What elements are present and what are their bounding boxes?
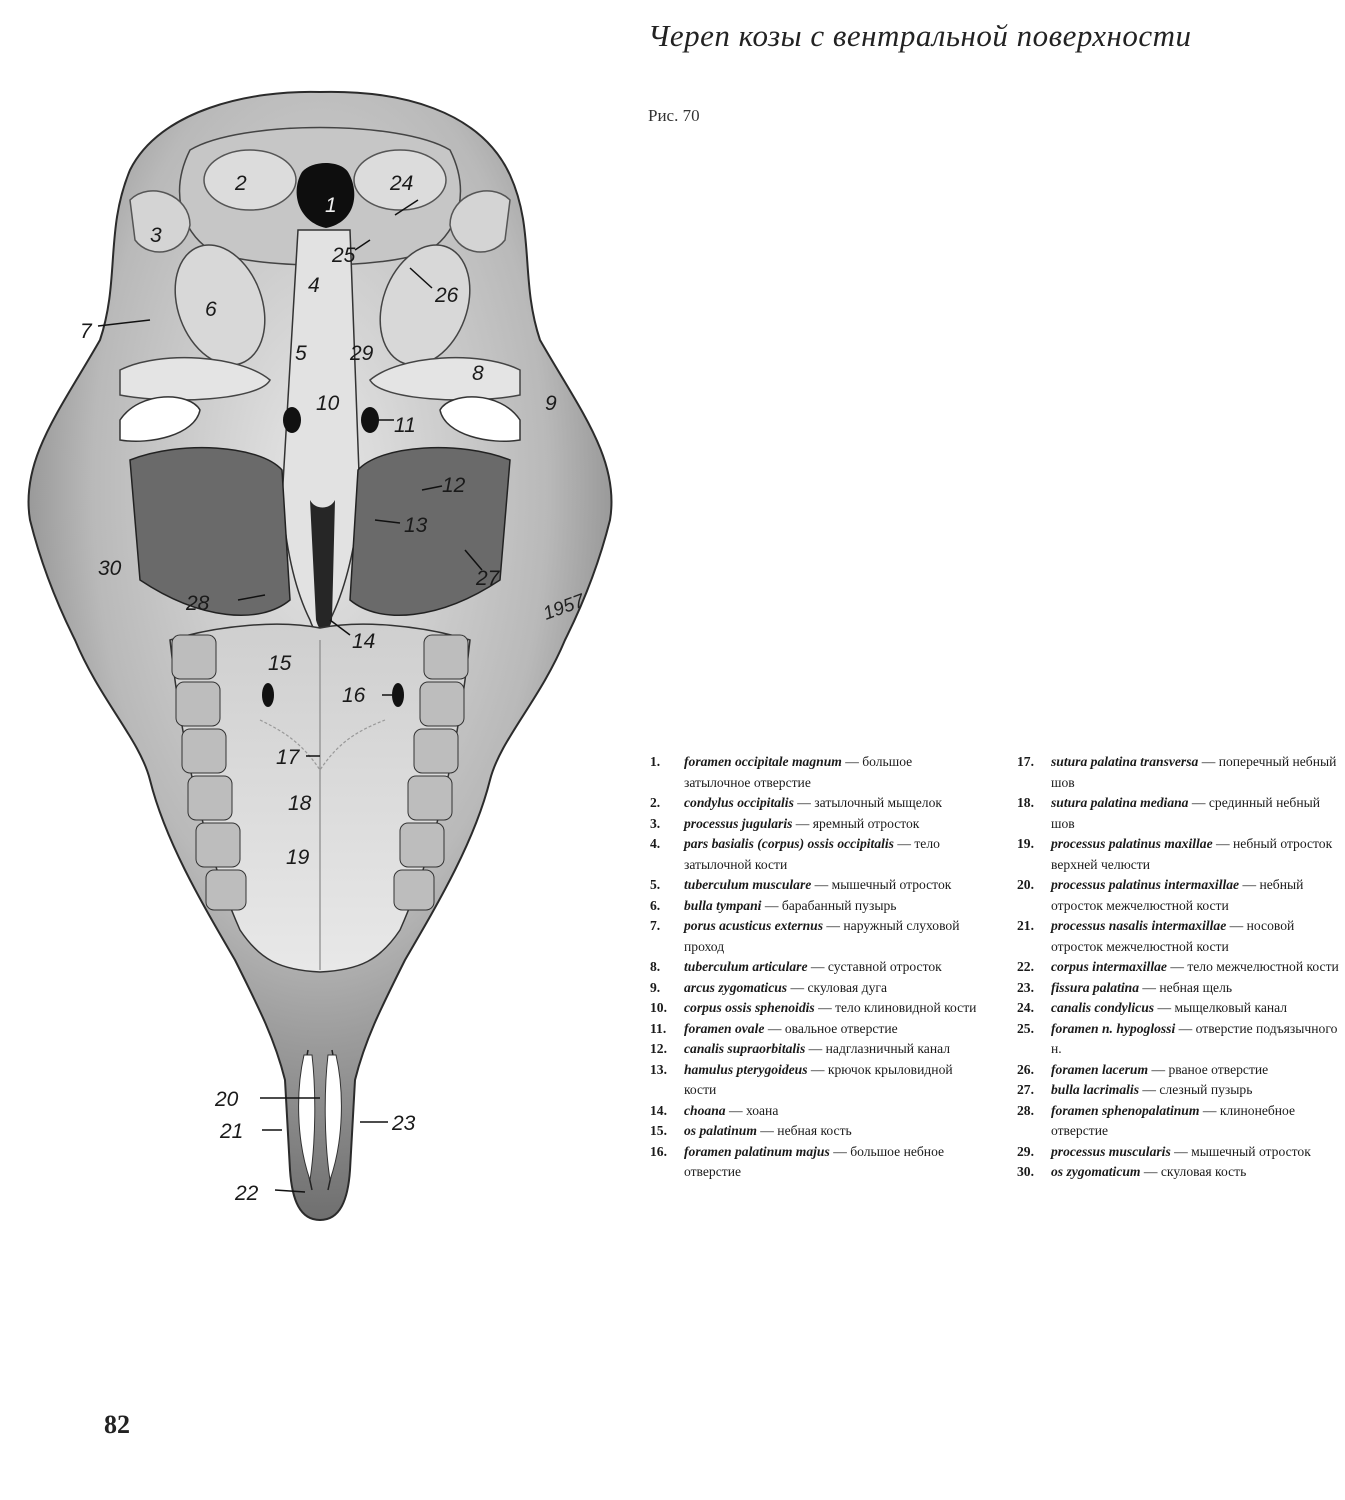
legend-item (650, 1060, 980, 1101)
legend-text (684, 834, 980, 875)
callout-20: 20 (215, 1088, 239, 1111)
callout-10: 10 (316, 392, 340, 415)
legend-dash: — (792, 815, 813, 831)
right-molar-4 (408, 776, 452, 820)
legend-russian-term: суставной отросток (827, 959, 942, 974)
legend-dash: — (814, 1000, 836, 1015)
legend-text (684, 752, 980, 793)
callout-27: 27 (476, 567, 500, 590)
legend-number: 28. (1017, 1102, 1034, 1118)
legend-number: 1. (650, 754, 661, 769)
legend-dash: — (807, 959, 828, 974)
legend-latin-term: foramen n. hypoglossi (1051, 1020, 1176, 1036)
legend-number: 3. (650, 815, 661, 831)
left-molar-2 (176, 682, 220, 726)
legend-text (684, 998, 980, 1019)
legend-russian-term: поперечный небный шов (1051, 754, 1337, 790)
callout-8: 8 (472, 362, 484, 385)
legend-number: 16. (650, 1143, 667, 1159)
legend-latin-term: bulla lacrimalis (1051, 1082, 1139, 1097)
legend-dash: — (764, 1020, 785, 1036)
legend-russian-term: небный отросток межчелюстной кости (1051, 877, 1304, 913)
legend-number: 24. (1017, 1000, 1034, 1015)
legend-item (1017, 875, 1345, 916)
legend-item (650, 834, 980, 875)
legend-item (1017, 957, 1345, 978)
callout-18: 18 (288, 792, 312, 815)
legend-text (1051, 1080, 1345, 1101)
legend-latin-term: porus acusticus externus (684, 918, 823, 933)
legend-latin-term: pars basialis (corpus) ossis occipitalis (684, 836, 894, 851)
legend-latin-term: foramen palatinum majus (684, 1143, 830, 1159)
callout-11: 11 (394, 414, 416, 437)
legend-russian-term: срединный небный шов (1051, 795, 1321, 831)
legend-dash: — (1148, 1061, 1169, 1077)
legend-text (684, 1039, 980, 1060)
legend-russian-term: большое затылочное отверстие (684, 754, 913, 790)
figure-number: Рис. 70 (648, 106, 700, 125)
legend-latin-term: foramen occipitale magnum (684, 754, 842, 769)
left-molar-5 (196, 823, 240, 867)
legend-text (684, 793, 980, 814)
legend-text (684, 1121, 980, 1142)
legend-item (650, 916, 980, 957)
legend-latin-term: sutura palatina mediana (1051, 795, 1189, 810)
legend-russian-term: овальное отверстие (784, 1020, 898, 1036)
callout-23: 23 (392, 1112, 416, 1135)
legend-dash: — (725, 1102, 746, 1118)
callout-2: 2 (235, 172, 247, 195)
legend-dash: — (811, 877, 832, 892)
left-molar-1 (172, 635, 216, 679)
legend-dash: — (1239, 877, 1260, 892)
legend-latin-term: canalis condylicus (1051, 1000, 1155, 1015)
legend-latin-term: processus muscularis (1051, 1143, 1171, 1159)
legend-russian-term: клинонебное отверстие (1051, 1102, 1296, 1138)
legend-item (1017, 834, 1345, 875)
legend-number: 21. (1017, 918, 1034, 933)
legend-latin-term: processus palatinus intermaxillae (1051, 877, 1240, 892)
legend-text (684, 1142, 980, 1183)
legend-text (1051, 998, 1345, 1019)
legend-number: 30. (1017, 1164, 1034, 1179)
legend-number: 5. (650, 877, 661, 892)
legend-number: 25. (1017, 1020, 1034, 1036)
legend-text (684, 1101, 980, 1122)
legend-latin-term: processus palatinus maxillae (1051, 836, 1213, 851)
legend-number: 10. (650, 1000, 667, 1015)
legend-number: 4. (650, 836, 661, 851)
legend-number: 23. (1017, 979, 1034, 995)
left-foramen-ovale (283, 407, 301, 433)
legend-item (650, 875, 980, 896)
legend-number: 14. (650, 1102, 667, 1118)
callout-24: 24 (390, 172, 414, 195)
legend-russian-term: отверстие подъязычного н. (1051, 1020, 1338, 1056)
legend-russian-term: скуловая кость (1160, 1164, 1247, 1179)
legend-dash: — (787, 979, 808, 995)
legend-number: 19. (1017, 836, 1034, 851)
legend-text (1051, 1060, 1345, 1081)
callout-30: 30 (98, 557, 122, 580)
callout-14: 14 (352, 630, 376, 653)
legend-russian-term: яремный отросток (812, 815, 920, 831)
legend-number: 9. (650, 979, 661, 995)
legend-item (650, 1101, 980, 1122)
right-molar-5 (400, 823, 444, 867)
legend-dash: — (1140, 1164, 1161, 1179)
callout-9: 9 (545, 392, 557, 415)
legend-russian-term: мышечный отросток (1191, 1143, 1311, 1159)
legend-item (650, 978, 980, 999)
legend-russian-term: наружный слуховой проход (684, 918, 960, 954)
callout-25: 25 (332, 244, 356, 267)
right-molar-6 (394, 870, 434, 910)
legend-dash: — (823, 918, 844, 933)
legend-text (1051, 1101, 1345, 1142)
legend-text (1051, 752, 1345, 793)
legend-text (1051, 1019, 1345, 1060)
callout-1: 1 (325, 194, 337, 217)
legend-russian-term: мыщелковый канал (1174, 1000, 1288, 1015)
skull-figure (20, 80, 620, 1250)
legend-latin-term: condylus occipitalis (684, 795, 794, 810)
legend-dash: — (761, 897, 782, 913)
legend-number: 20. (1017, 877, 1034, 892)
legend-dash: — (1139, 979, 1160, 995)
legend-russian-term: небный отросток верхней челюсти (1051, 836, 1333, 872)
legend-dash: — (756, 1123, 778, 1138)
legend-russian-term: носовой отросток межчелюстной кости (1051, 918, 1295, 954)
legend-item (1017, 1060, 1345, 1081)
legend-text (684, 896, 980, 917)
callout-16: 16 (342, 684, 366, 707)
legend-item (650, 1039, 980, 1060)
legend-latin-term: hamulus pterygoideus (684, 1061, 808, 1077)
legend-item (650, 752, 980, 793)
legend-latin-term: corpus ossis sphenoidis (684, 1000, 815, 1015)
legend-item (650, 896, 980, 917)
legend-number: 7. (650, 918, 661, 933)
legend-dash: — (893, 836, 915, 851)
left-greater-palatine-foramen (262, 683, 274, 707)
artist-signature: 1957 (540, 590, 588, 625)
legend-item (650, 793, 980, 814)
legend-russian-term: барабанный пузырь (781, 897, 897, 913)
legend-number: 29. (1017, 1143, 1034, 1159)
page-number: 82 (104, 1410, 130, 1439)
callout-12: 12 (442, 474, 466, 497)
legend-russian-term: скуловая дуга (807, 979, 887, 995)
legend-dash: — (1170, 1143, 1192, 1159)
legend-text (684, 978, 980, 999)
right-molar-2 (420, 682, 464, 726)
legend-item (1017, 1080, 1345, 1101)
legend-number: 2. (650, 795, 661, 810)
legend-item (650, 1019, 980, 1040)
legend-item (1017, 1162, 1345, 1183)
legend-dash: — (1166, 959, 1188, 974)
legend-latin-term: choana (684, 1102, 726, 1118)
legend-russian-term: большое небное отверстие (684, 1143, 945, 1179)
legend-number: 17. (1017, 754, 1034, 769)
legend-number: 12. (650, 1041, 667, 1056)
legend-dash: — (1175, 1020, 1196, 1036)
legend-russian-term: хоана (745, 1102, 779, 1118)
legend-dash: — (1188, 795, 1209, 810)
legend-russian-term: мышечный отросток (831, 877, 952, 892)
legend-item (650, 1121, 980, 1142)
legend-latin-term: processus nasalis intermaxillae (1051, 918, 1227, 933)
legend-number: 15. (650, 1123, 667, 1138)
legend-russian-term: надглазничный канал (825, 1041, 951, 1056)
legend-latin-term: sutura palatina transversa (1051, 754, 1199, 769)
legend-left-column (650, 752, 980, 1183)
legend-latin-term: corpus intermaxillae (1051, 959, 1167, 974)
legend-text (1051, 916, 1345, 957)
legend-item (1017, 916, 1345, 957)
legend-russian-term: затылочный мыщелок (814, 795, 942, 810)
legend-dash: — (1199, 1102, 1220, 1118)
legend-right-column (1017, 752, 1345, 1183)
legend-item (1017, 793, 1345, 834)
page-title: Череп козы с вентральной поверхности (648, 18, 1192, 53)
legend-latin-term: tuberculum musculare (684, 877, 812, 892)
left-molar-3 (182, 729, 226, 773)
callout-28: 28 (186, 592, 210, 615)
legend-number: 26. (1017, 1061, 1034, 1077)
legend-dash: — (807, 1061, 828, 1077)
legend-latin-term: bulla tympani (684, 897, 762, 913)
legend-item (1017, 1101, 1345, 1142)
right-molar-3 (414, 729, 458, 773)
legend-item (650, 957, 980, 978)
legend-dash: — (1139, 1082, 1160, 1097)
legend-latin-term: fissura palatina (1051, 979, 1140, 995)
legend-russian-term: тело затылочной кости (684, 836, 940, 872)
callout-6: 6 (205, 298, 217, 321)
callout-26: 26 (435, 284, 459, 307)
legend-russian-term: слезный пузырь (1159, 1082, 1253, 1097)
legend-dash: — (1154, 1000, 1175, 1015)
callout-13: 13 (404, 514, 428, 537)
legend-latin-term: os palatinum (684, 1123, 757, 1138)
legend-latin-term: os zygomaticum (1051, 1164, 1141, 1179)
legend-text (684, 814, 980, 835)
legend-latin-term: foramen ovale (684, 1020, 765, 1036)
callout-5: 5 (295, 342, 307, 365)
legend-number: 22. (1017, 959, 1034, 974)
legend-text (684, 957, 980, 978)
callout-21: 21 (220, 1120, 244, 1143)
legend-text (1051, 957, 1345, 978)
legend-text (1051, 1142, 1345, 1163)
callout-17: 17 (276, 746, 300, 769)
legend-text (684, 916, 980, 957)
legend-dash: — (1198, 754, 1219, 769)
legend-item (650, 1142, 980, 1183)
callout-29: 29 (350, 342, 374, 365)
right-foramen-ovale (361, 407, 379, 433)
legend-item (650, 998, 980, 1019)
legend-russian-term: тело межчелюстной кости (1187, 959, 1339, 974)
legend-latin-term: arcus zygomaticus (684, 979, 788, 995)
legend-text (1051, 875, 1345, 916)
legend-number: 13. (650, 1061, 667, 1077)
legend-text (1051, 978, 1345, 999)
legend-dash: — (841, 754, 863, 769)
legend-russian-term: тело клиновидной кости (835, 1000, 977, 1015)
callout-7: 7 (80, 320, 92, 343)
legend-item (1017, 1019, 1345, 1060)
legend-russian-term: небная кость (777, 1123, 852, 1138)
legend-dash: — (805, 1041, 826, 1056)
legend-text (1051, 793, 1345, 834)
legend-latin-term: processus jugularis (684, 815, 793, 831)
legend-russian-term: крючок крыловидной кости (684, 1061, 953, 1097)
legend-dash: — (829, 1143, 851, 1159)
callout-3: 3 (150, 224, 162, 247)
right-greater-palatine-foramen (392, 683, 404, 707)
legend-item (1017, 998, 1345, 1019)
legend-latin-term: canalis supraorbitalis (684, 1041, 806, 1056)
legend-dash: — (793, 795, 815, 810)
legend-dash: — (1226, 918, 1247, 933)
legend-number: 8. (650, 959, 661, 974)
legend-latin-term: foramen lacerum (1051, 1061, 1149, 1077)
left-molar-6 (206, 870, 246, 910)
legend-text (1051, 834, 1345, 875)
legend-number: 27. (1017, 1082, 1034, 1097)
legend-item (1017, 752, 1345, 793)
legend-text (684, 875, 980, 896)
legend-item (650, 814, 980, 835)
legend-russian-term: небная щель (1159, 979, 1233, 995)
legend-text (684, 1019, 980, 1040)
left-molar-4 (188, 776, 232, 820)
legend-item (1017, 978, 1345, 999)
skull-illustration (20, 80, 620, 1250)
left-condyle (204, 150, 296, 210)
legend-latin-term: tuberculum articulare (684, 959, 808, 974)
callout-15: 15 (268, 652, 292, 675)
legend-dash: — (1212, 836, 1234, 851)
legend-number: 18. (1017, 795, 1034, 810)
legend-number: 6. (650, 897, 661, 913)
legend-text (1051, 1162, 1345, 1183)
callout-19: 19 (286, 846, 310, 869)
legend-item (1017, 1142, 1345, 1163)
legend-text (684, 1060, 980, 1101)
legend-russian-term: рваное отверстие (1168, 1061, 1269, 1077)
callout-22: 22 (235, 1182, 259, 1205)
legend-latin-term: foramen sphenopalatinum (1051, 1102, 1200, 1118)
callout-4: 4 (308, 274, 320, 297)
legend-number: 11. (650, 1020, 667, 1036)
right-molar-1 (424, 635, 468, 679)
